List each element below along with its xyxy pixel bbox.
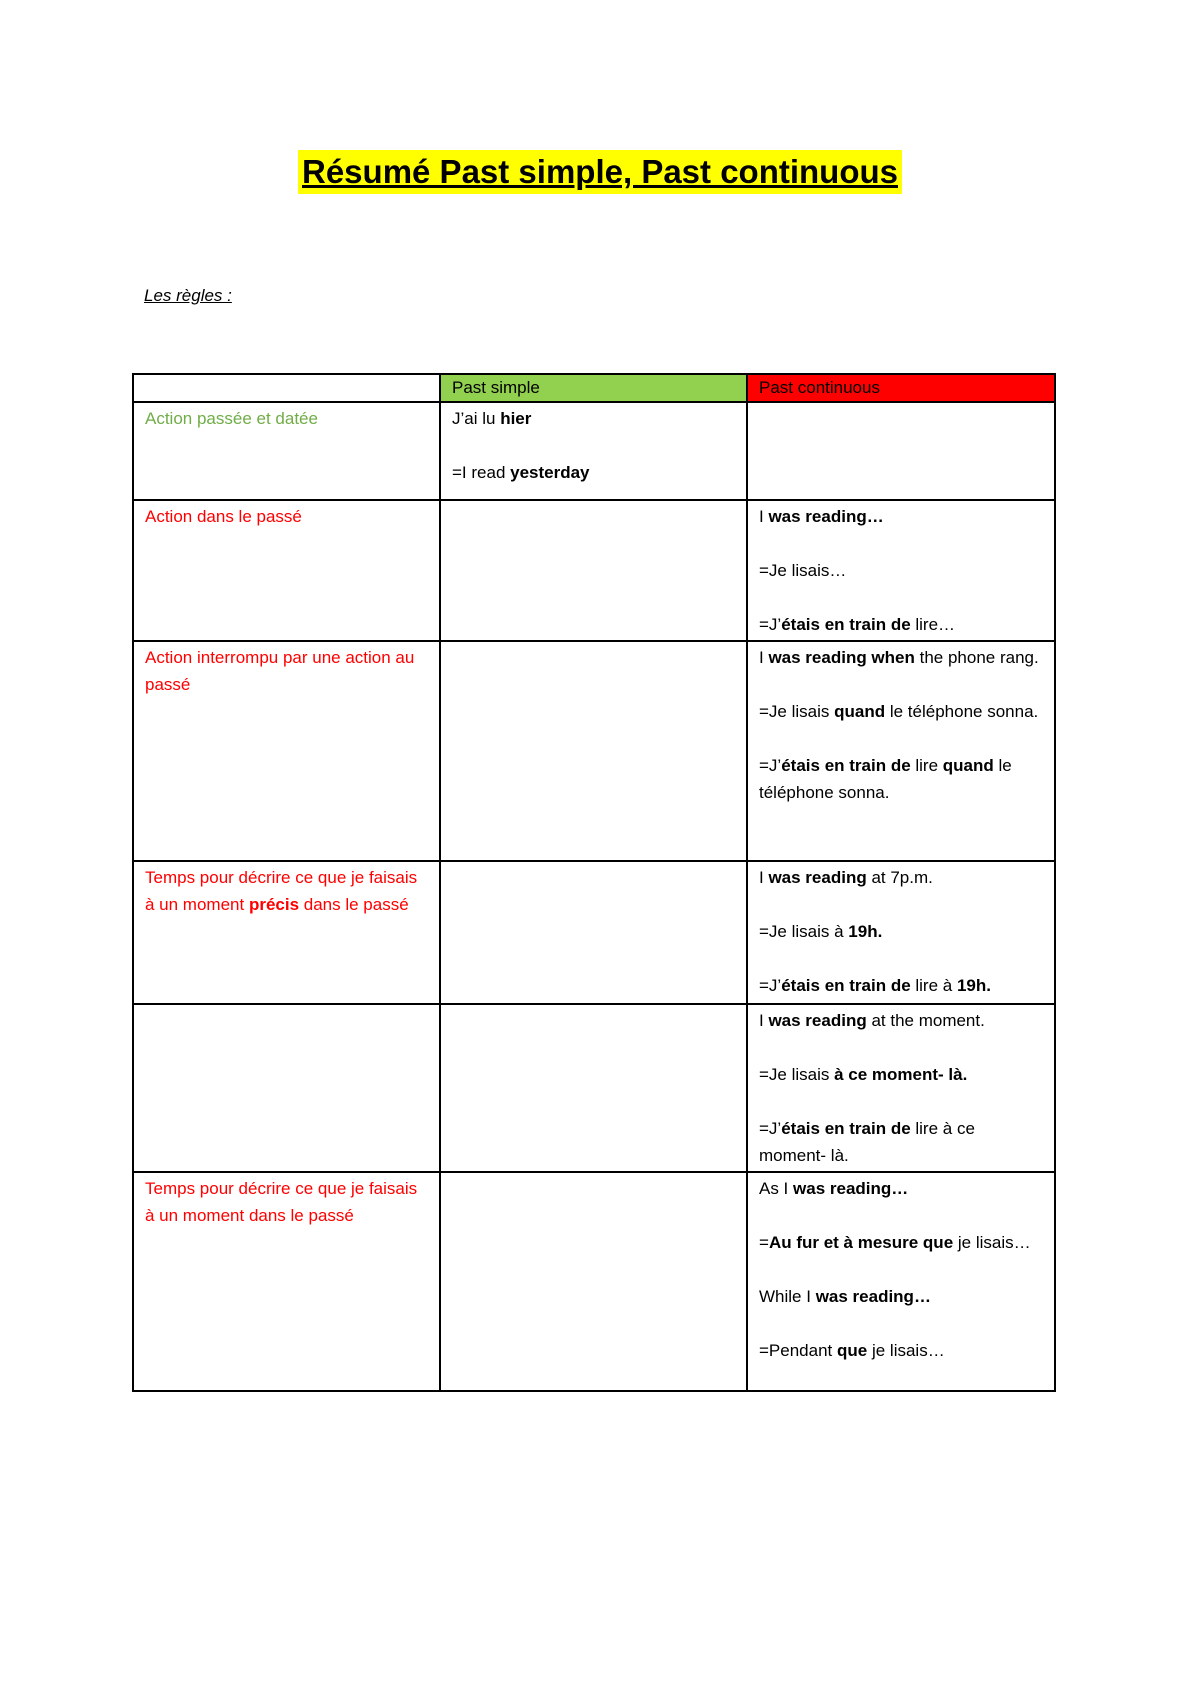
text-run: I [759, 648, 769, 667]
bold-text: yesterday [510, 463, 590, 482]
text-run: =J’ [759, 756, 782, 775]
table-row [133, 641, 1055, 861]
bold-text: Au fur et à mesure que [768, 1233, 954, 1252]
bold-text: étais en train de [781, 615, 911, 634]
past-continuous-cell [747, 641, 1055, 861]
page-title: Résumé Past simple, Past continuous [298, 150, 902, 194]
paragraph-gap [759, 891, 1043, 918]
bold-text: étais en train de [781, 976, 911, 995]
past-continuous-cell [747, 402, 1055, 500]
text-run: =Je lisais [759, 702, 835, 721]
text-run: Temps pour décrire ce que je faisais à un moment [145, 868, 418, 914]
text-run: je lisais… [953, 1233, 1031, 1252]
example-sentence [759, 1115, 1043, 1169]
table-row [133, 861, 1055, 1004]
example-sentence [759, 1229, 1043, 1256]
paragraph-gap [452, 432, 735, 459]
text-run: at the moment. [866, 1011, 985, 1030]
bold-text: was reading [768, 868, 867, 887]
text-run: dans le passé [299, 895, 409, 914]
example-sentence [759, 864, 1043, 891]
text-run: lire… [910, 615, 956, 634]
text-run: As I [759, 1179, 794, 1198]
bold-text: was reading [768, 1011, 867, 1030]
rules-table [132, 373, 1056, 1392]
example-sentence [759, 1061, 1043, 1088]
header-cell-past-simple: Past simple [440, 374, 747, 402]
text-run: =Je lisais [759, 1065, 835, 1084]
paragraph-gap [759, 1034, 1043, 1061]
example-sentence [759, 752, 1043, 806]
rule-label-cell [133, 861, 440, 1004]
bold-text: à ce moment- là. [834, 1065, 968, 1084]
bold-text: was reading… [793, 1179, 909, 1198]
text-run: I [759, 868, 769, 887]
example-sentence [759, 698, 1043, 725]
bold-text: étais en train de [781, 756, 911, 775]
past-simple-cell [440, 1172, 747, 1391]
bold-text: hier [500, 409, 532, 428]
paragraph-gap [759, 1256, 1043, 1283]
text-run: =J’ [759, 976, 782, 995]
example-sentence [452, 459, 735, 486]
example-sentence [759, 644, 1043, 671]
example-sentence [759, 557, 1043, 584]
example-sentence [759, 1175, 1043, 1202]
paragraph-gap [759, 725, 1043, 752]
past-continuous-cell [747, 1172, 1055, 1391]
rule-label-cell: Action passée et datée [133, 402, 440, 500]
text-run: je lisais… [867, 1341, 945, 1360]
bold-text: quand [942, 756, 994, 775]
example-sentence [759, 611, 1043, 638]
paragraph-gap [759, 1088, 1043, 1115]
table-row [133, 500, 1055, 641]
text-run: I [759, 507, 769, 526]
text-run: =J’ [759, 1119, 782, 1138]
text-run: = [759, 1233, 769, 1252]
bold-text: 19h. [956, 976, 991, 995]
example-sentence [759, 918, 1043, 945]
section-subtitle: Les règles : [144, 286, 232, 305]
table-row [133, 1004, 1055, 1172]
text-run: I [759, 1011, 769, 1030]
text-run: le téléphone sonna. [759, 756, 1012, 802]
example-sentence [759, 1007, 1043, 1034]
example-sentence [759, 503, 1043, 530]
table-row [133, 402, 1055, 500]
rule-label-cell: Action dans le passé [133, 500, 440, 641]
past-continuous-cell [747, 1004, 1055, 1172]
past-continuous-cell [747, 861, 1055, 1004]
paragraph-gap [759, 1202, 1043, 1229]
past-simple-cell [440, 641, 747, 861]
text-run: =Je lisais à [759, 922, 849, 941]
example-sentence [759, 972, 1043, 999]
text-run: lire à ce moment- là. [759, 1119, 975, 1165]
paragraph-gap [759, 671, 1043, 698]
text-run: While I [759, 1287, 816, 1306]
rule-label-cell: Temps pour décrire ce que je faisais à un moment dans le passé [133, 1172, 440, 1391]
text-run: J’ai lu [452, 409, 501, 428]
bold-text: was reading… [768, 507, 884, 526]
text-run: at 7p.m. [866, 868, 933, 887]
paragraph-gap [759, 945, 1043, 972]
example-sentence [759, 1337, 1043, 1364]
bold-text: 19h. [848, 922, 883, 941]
past-simple-cell [440, 1004, 747, 1172]
text-run: lire [910, 756, 943, 775]
example-sentence [759, 1283, 1043, 1310]
text-run: the phone rang. [914, 648, 1039, 667]
example-sentence [452, 405, 735, 432]
bold-text: précis [248, 895, 300, 914]
header-cell-past-continuous: Past continuous [747, 374, 1055, 402]
table-row [133, 1172, 1055, 1391]
text-run: le téléphone sonna. [885, 702, 1039, 721]
text-run: =Pendant [759, 1341, 837, 1360]
paragraph-gap [759, 530, 1043, 557]
past-simple-cell [440, 402, 747, 500]
paragraph-gap [759, 584, 1043, 611]
text-run: =Je lisais… [759, 561, 847, 580]
paragraph-gap [759, 1310, 1043, 1337]
rule-label-cell: Action interrompu par une action au passé [133, 641, 440, 861]
table-header-row [133, 374, 1055, 402]
bold-text: was reading… [815, 1287, 931, 1306]
text-run: =I read [452, 463, 511, 482]
title-container [0, 150, 1200, 194]
bold-text: was reading when [768, 648, 915, 667]
past-simple-cell [440, 861, 747, 1004]
rule-label-cell [133, 1004, 440, 1172]
header-cell-empty [133, 374, 440, 402]
bold-text: étais en train de [781, 1119, 911, 1138]
past-continuous-cell [747, 500, 1055, 641]
past-simple-cell [440, 500, 747, 641]
bold-text: quand [834, 702, 886, 721]
bold-text: que [837, 1341, 868, 1360]
text-run: lire à [910, 976, 957, 995]
text-run: =J’ [759, 615, 782, 634]
